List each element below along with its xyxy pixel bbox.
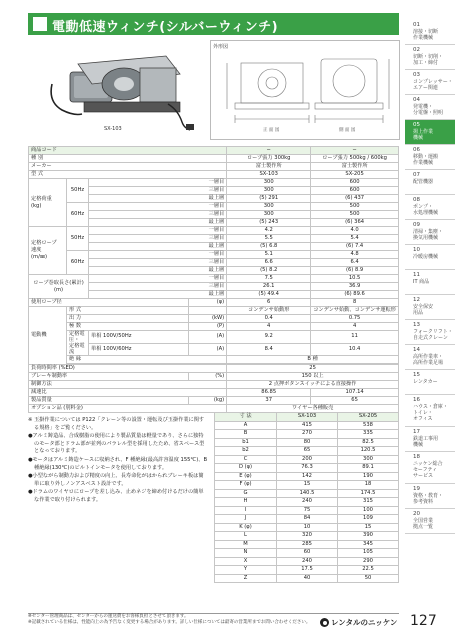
dim-value: 76.3 xyxy=(277,464,338,473)
row-label: 製品質量 xyxy=(29,397,189,405)
note-item: ●小型ながら制動力および精度の向上、長寿命化がはかられブレーキ板は簡単に取り外しノンアスベスト設計です。 xyxy=(28,473,204,487)
dim-key: E (φ) xyxy=(215,472,277,481)
table-row xyxy=(29,163,399,171)
category-sidebar xyxy=(405,20,455,534)
cell-value: (5) 8.2 xyxy=(227,267,311,275)
dim-key: M xyxy=(215,540,277,549)
sidebar-item-03[interactable] xyxy=(405,70,455,95)
tab-number: 13 xyxy=(413,322,420,328)
cell-value: 107.14 xyxy=(311,389,399,397)
tab-number: 08 xyxy=(413,197,420,203)
column-header: SX-205 xyxy=(338,413,399,422)
sidebar-item-09[interactable] xyxy=(405,220,455,245)
row-label: メーカー xyxy=(29,163,227,171)
photo-caption: SX-103 xyxy=(104,126,122,132)
note-item: ●ドラムのワイヤロにロープを差し込み、止めネジを締め付けるだけの簡単な作業で取り付けられます。 xyxy=(28,489,204,503)
row-label: 制御方法 xyxy=(29,381,227,389)
cell-value: 8.4 xyxy=(227,343,311,356)
unit-label: (P) xyxy=(189,323,227,331)
note-item: ●アルミ鋳造品、合成樹脂の使用により製品質量は軽量であり、さらに独特のモータ部とドラム部が並列のパラレル型を採用したため、省スペース型となっております。 xyxy=(28,433,205,455)
sidebar-item-17[interactable] xyxy=(405,427,455,452)
column-header: SX-103 xyxy=(277,413,338,422)
cell-value: 10.5 xyxy=(311,275,399,283)
tab-label: フォークリフト・ 自走式クレーン xyxy=(413,329,453,341)
table-row xyxy=(215,549,399,558)
cell-value: (6) 7.4 xyxy=(311,243,399,251)
cell-value: 300 xyxy=(227,179,311,187)
table-row xyxy=(215,438,399,447)
tab-label: 資格・教育・ 参考資料 xyxy=(413,493,444,505)
layer-label: 一層目 xyxy=(89,275,227,283)
cell-value: 富士製作所 xyxy=(311,163,399,171)
table-row xyxy=(215,421,399,430)
unit-label: (A) xyxy=(189,343,227,356)
tab-number: 07 xyxy=(413,172,420,178)
layer-label: 三層目 xyxy=(89,259,227,267)
unit-label: (%) xyxy=(189,373,227,381)
table-row xyxy=(29,356,399,364)
table-row xyxy=(215,464,399,473)
tab-number: 17 xyxy=(413,429,420,435)
table-row xyxy=(29,147,399,155)
dim-value: 120.5 xyxy=(338,447,399,456)
dim-value: 538 xyxy=(338,421,399,430)
table-row xyxy=(215,506,399,515)
sidebar-item-04[interactable] xyxy=(405,95,455,120)
table-row xyxy=(29,203,399,211)
sidebar-item-01[interactable] xyxy=(405,20,455,45)
cell-value: 36.9 xyxy=(311,283,399,291)
cell-value: 65 xyxy=(311,397,399,405)
dim-value: 15 xyxy=(277,481,338,490)
table-row xyxy=(215,540,399,549)
sidebar-item-02[interactable] xyxy=(405,45,455,70)
tab-label: 鉄道工事用 機械 xyxy=(413,436,439,448)
cell-value: 300 xyxy=(227,187,311,195)
tab-label: 高所作業車・ 高所作業足場 xyxy=(413,354,444,366)
cell-value: (5) 243 xyxy=(227,219,311,227)
cell-value: ロープ張力 300kg xyxy=(227,155,311,163)
tab-number: 03 xyxy=(413,72,420,78)
dim-key: Z xyxy=(215,574,277,583)
dim-value: 89.1 xyxy=(338,464,399,473)
cell-value: 150 以上 xyxy=(227,373,399,381)
dim-key: L xyxy=(215,532,277,541)
product-photo xyxy=(48,44,196,134)
row-label: 負荷時間率 (%ED) xyxy=(29,365,227,373)
dim-value: 84 xyxy=(277,515,338,524)
row-label: 定格電圧・ 定格電流 xyxy=(67,331,89,356)
dim-value: 105 xyxy=(338,549,399,558)
column-header: 寸 法 xyxy=(215,413,277,422)
cell-value: 8 xyxy=(311,299,399,307)
cell-value: 2 点押ボタンスイッチによる直接操作 xyxy=(227,381,399,389)
dim-key: K (φ) xyxy=(215,523,277,532)
tab-label: ニッケン総合 セーフティ サービス xyxy=(413,461,443,479)
sidebar-item-05-active[interactable] xyxy=(405,120,455,145)
tab-number: 20 xyxy=(413,511,420,517)
sidebar-item-15[interactable] xyxy=(405,370,455,395)
layer-label: 一層目 xyxy=(89,179,227,187)
note-item: ※ 玉掛作業については P122「クレーン等の設置・運転及び玉掛作業に関する規格」をご覧ください。 xyxy=(28,417,205,431)
tab-number: 12 xyxy=(413,297,420,303)
tab-label: 切断・切削・ 加工・締付 xyxy=(413,54,444,66)
layer-label: 最上層 xyxy=(89,267,227,275)
cell-value: (6) 89.6 xyxy=(311,291,399,299)
note-item: ●モータはアルミ鋳造ケースに収納され、F 種絶縁(最高許容温度 155℃)、B 種絶縁(130℃)のビルトインモータを使用しております。 xyxy=(28,456,208,471)
brand-mark-icon xyxy=(320,618,329,627)
hz-label: 50Hz xyxy=(67,179,89,203)
layer-label: 最上層 xyxy=(89,219,227,227)
dim-value: 60 xyxy=(277,549,338,558)
dim-key: F (φ) xyxy=(215,481,277,490)
cell-value: 300 xyxy=(227,211,311,219)
dim-key: J xyxy=(215,515,277,524)
tab-number: 11 xyxy=(413,272,420,278)
cell-value: 5.1 xyxy=(227,251,311,259)
front-view-label: 正 面 図 xyxy=(263,128,280,133)
page-title: 電動低速ウィンチ(シルバーウィンチ) xyxy=(52,20,279,35)
dim-key: A xyxy=(215,421,277,430)
sidebar-item-16[interactable] xyxy=(405,395,455,427)
footer-notes xyxy=(28,614,310,626)
cell-value: (5) 49.4 xyxy=(227,291,311,299)
layer-label: 最上層 xyxy=(89,195,227,203)
cell-value: 500 xyxy=(311,211,399,219)
sidebar-item-07[interactable] xyxy=(405,170,455,195)
hz-label: 60Hz xyxy=(67,203,89,227)
table-row xyxy=(215,489,399,498)
cell-value: ワイヤー各種販売 xyxy=(227,405,399,413)
brand-logo xyxy=(320,617,397,628)
tab-number: 18 xyxy=(413,454,420,460)
cell-value: 300 xyxy=(227,203,311,211)
dim-value: 82.5 xyxy=(338,438,399,447)
row-label: 極 数 xyxy=(67,323,189,331)
dim-value: 415 xyxy=(277,421,338,430)
table-row xyxy=(215,430,399,439)
row-label: 出 力 xyxy=(67,315,189,323)
cell-value: (6) 8.9 xyxy=(311,267,399,275)
hz-label: 60Hz xyxy=(67,251,89,275)
unit-label: (A) xyxy=(189,331,227,344)
row-group-label: ロープ巻取長さ(累計) (m) xyxy=(29,275,89,299)
dim-value: 15 xyxy=(338,523,399,532)
dim-value: 75 xyxy=(277,506,338,515)
cell-value: 37 xyxy=(227,397,311,405)
row-label: 減速比 xyxy=(29,389,227,397)
layer-label: 一層目 xyxy=(89,203,227,211)
row-group-label: 電動機 xyxy=(29,307,67,365)
tab-number: 10 xyxy=(413,247,420,253)
tab-label: 配管機器 xyxy=(413,179,434,185)
tab-label: 溶接・切断 作業機械 xyxy=(413,29,439,41)
table-row xyxy=(29,307,399,315)
table-row xyxy=(215,515,399,524)
page-header xyxy=(28,13,399,35)
table-row xyxy=(215,455,399,464)
dim-value: 190 xyxy=(338,472,399,481)
cell-value: − xyxy=(227,147,311,155)
table-row xyxy=(215,481,399,490)
dim-key: H xyxy=(215,498,277,507)
layer-label: 最上層 xyxy=(89,243,227,251)
table-row xyxy=(215,523,399,532)
cell-value: 10.4 xyxy=(311,343,399,356)
cell-value: 500 xyxy=(311,203,399,211)
dim-value: 109 xyxy=(338,515,399,524)
dim-key: D (φ) xyxy=(215,464,277,473)
row-group-label: 定格ロープ 速度 (m/㎜) xyxy=(29,227,67,275)
tab-number: 06 xyxy=(413,147,420,153)
tab-label: 揚上作業 機械 xyxy=(413,129,434,141)
cell-value: 4 xyxy=(311,323,399,331)
cell-value: 26.1 xyxy=(227,283,311,291)
layer-label: 三層目 xyxy=(89,187,227,195)
cell-value: (6) 437 xyxy=(311,195,399,203)
tab-number: 14 xyxy=(413,347,420,353)
dim-value: 50 xyxy=(338,574,399,583)
table-row xyxy=(29,323,399,331)
cell-value: 5.4 xyxy=(311,235,399,243)
tab-number: 05 xyxy=(413,122,420,128)
cell-value: 4 xyxy=(227,323,311,331)
cell-value: 7.5 xyxy=(227,275,311,283)
dim-value: 390 xyxy=(338,532,399,541)
tab-label: コンプレッサー・ エアー関連 xyxy=(413,79,453,91)
dim-value: 10 xyxy=(277,523,338,532)
cell-value: SX-103 xyxy=(227,171,311,179)
table-row xyxy=(215,566,399,575)
row-label: 使用ロープ径 xyxy=(29,299,189,307)
sidebar-item-10[interactable] xyxy=(405,245,455,270)
dim-key: I xyxy=(215,506,277,515)
sidebar-item-11[interactable] xyxy=(405,270,455,295)
tab-label: IT 商品 xyxy=(413,279,430,285)
table-row xyxy=(215,447,399,456)
dim-value: 300 xyxy=(338,455,399,464)
cell-value: 0.4 xyxy=(227,315,311,323)
cell-value: − xyxy=(311,147,399,155)
row-group-label: 定格荷重 (kg) xyxy=(29,179,67,227)
cell-value: 4.2 xyxy=(227,227,311,235)
dim-value: 285 xyxy=(277,540,338,549)
table-row xyxy=(29,315,399,323)
sidebar-item-08[interactable] xyxy=(405,195,455,220)
layer-label: 最上層 xyxy=(89,291,227,299)
dim-value: 174.5 xyxy=(338,489,399,498)
table-row xyxy=(215,498,399,507)
tab-label: 冷暖房機械 xyxy=(413,254,439,260)
row-label: 種 別 xyxy=(29,155,227,163)
tab-number: 15 xyxy=(413,372,420,378)
unit-label: (kW) xyxy=(189,315,227,323)
brand-name: レンタルのニッケン xyxy=(331,618,398,627)
cell-value: 4.0 xyxy=(311,227,399,235)
table-header-row xyxy=(215,413,399,422)
cell-value: 6.6 xyxy=(227,259,311,267)
table-row xyxy=(29,179,399,187)
cell-value: 600 xyxy=(311,187,399,195)
cell-value: 25 xyxy=(227,365,399,373)
tab-label: ハウス・倉庫・ トイレ・ オフィス xyxy=(413,404,448,422)
unit-label xyxy=(189,307,227,315)
dim-value: 65 xyxy=(277,447,338,456)
outline-drawing-svg xyxy=(211,41,399,139)
cell-value: 0.75 xyxy=(311,315,399,323)
cell-value: ロープ張力 500kg / 600kg xyxy=(311,155,399,163)
dim-value: 240 xyxy=(277,498,338,507)
cell-value: (5) 6.8 xyxy=(227,243,311,251)
sidebar-item-20[interactable] xyxy=(405,509,455,534)
cell-value: コンデンサ始動、コンデンサ運転形 xyxy=(311,307,399,315)
dim-key: B xyxy=(215,430,277,439)
cell-value: 富士製作所 xyxy=(227,163,311,171)
dim-value: 22.5 xyxy=(338,566,399,575)
layer-label: 一層目 xyxy=(89,227,227,235)
dim-value: 18 xyxy=(338,481,399,490)
row-label: ブレーキ制動率 xyxy=(29,373,189,381)
row-label: 型 式 xyxy=(29,171,227,179)
dim-value: 315 xyxy=(338,498,399,507)
table-row xyxy=(215,532,399,541)
dim-value: 240 xyxy=(277,557,338,566)
tab-label: 全国営業 拠点一覧 xyxy=(413,518,434,530)
table-row xyxy=(215,472,399,481)
row-label: 形 式 xyxy=(67,307,189,315)
dim-value: 270 xyxy=(277,430,338,439)
cell-value: 5.5 xyxy=(227,235,311,243)
table-row xyxy=(29,251,399,259)
cell-value: コンデンサ始動形 xyxy=(227,307,311,315)
table-row xyxy=(29,171,399,179)
cell-value: B 種 xyxy=(227,356,399,364)
product-notes xyxy=(28,417,208,506)
table-row xyxy=(29,155,399,163)
row-label: 単相 100V/50Hz xyxy=(89,331,189,344)
dim-value: 140.5 xyxy=(277,489,338,498)
side-view-label: 側 面 図 xyxy=(339,128,356,133)
footer-note: ※センター管理商品は、センターからの運送費をお客様負担とさせて頂きます。 xyxy=(28,614,189,619)
cell-value: 4.8 xyxy=(311,251,399,259)
dim-key: C xyxy=(215,455,277,464)
dim-value: 17.5 xyxy=(277,566,338,575)
tab-number: 19 xyxy=(413,486,420,492)
footer-note: ※記載されている仕様は、性能向上の為予告なく変更する場合があります。詳しい仕様については最寄の営業所までお問い合わせください。 xyxy=(28,620,311,625)
row-label: オプション品 (別料金) xyxy=(29,405,227,413)
spec-table xyxy=(28,146,399,413)
hz-label: 50Hz xyxy=(67,227,89,251)
dim-value: 200 xyxy=(277,455,338,464)
dim-key: b2 xyxy=(215,447,277,456)
table-row xyxy=(29,373,399,381)
tab-number: 02 xyxy=(413,47,420,53)
layer-label: 一層目 xyxy=(89,251,227,259)
sidebar-item-06[interactable] xyxy=(405,145,455,170)
sidebar-item-14[interactable] xyxy=(405,345,455,370)
sidebar-item-18[interactable] xyxy=(405,452,455,484)
cell-value: 11 xyxy=(311,331,399,344)
cell-value: 9.2 xyxy=(227,331,311,344)
dim-value: 335 xyxy=(338,430,399,439)
tab-label: 移動・運搬 作業機械 xyxy=(413,154,439,166)
sidebar-item-19[interactable] xyxy=(405,484,455,509)
tab-number: 04 xyxy=(413,97,420,103)
outline-drawing xyxy=(210,40,400,140)
dimension-table xyxy=(214,412,399,583)
table-row xyxy=(215,557,399,566)
tab-number: 09 xyxy=(413,222,420,228)
cell-value: 6 xyxy=(227,299,311,307)
cell-value: 600 xyxy=(311,179,399,187)
dim-value: 40 xyxy=(277,574,338,583)
tab-label: 清掃・集塵・ 換気用機械 xyxy=(413,229,444,241)
header-square-icon xyxy=(33,17,47,31)
layer-label: 三層目 xyxy=(89,235,227,243)
tab-label: 発電機・ 分電盤・照明 xyxy=(413,104,444,116)
table-row xyxy=(29,381,399,389)
tab-label: 安全保安 用品 xyxy=(413,304,434,316)
table-row xyxy=(29,389,399,397)
row-label: 商品コード xyxy=(29,147,227,155)
dim-key: Y xyxy=(215,566,277,575)
dim-key: G xyxy=(215,489,277,498)
dim-value: 80 xyxy=(277,438,338,447)
cell-value: 86.85 xyxy=(227,389,311,397)
dim-value: 142 xyxy=(277,472,338,481)
dim-key: N xyxy=(215,549,277,558)
tab-label: ポンプ・ 水処理機械 xyxy=(413,204,439,216)
dim-value: 345 xyxy=(338,540,399,549)
table-row xyxy=(215,574,399,583)
tab-number: 16 xyxy=(413,397,420,403)
table-row xyxy=(29,365,399,373)
sidebar-item-13[interactable] xyxy=(405,320,455,345)
cell-value: SX-205 xyxy=(311,171,399,179)
table-row xyxy=(29,331,399,344)
sidebar-item-12[interactable] xyxy=(405,295,455,320)
row-label: 単相 100V/60Hz xyxy=(89,343,189,356)
table-row xyxy=(29,299,399,307)
dim-value: 320 xyxy=(277,532,338,541)
drawing-caption: 外形図 xyxy=(213,44,229,50)
table-row xyxy=(29,397,399,405)
unit-label: (kg) xyxy=(189,397,227,405)
tab-number: 01 xyxy=(413,22,420,28)
dim-value: 100 xyxy=(338,506,399,515)
layer-label: 三層目 xyxy=(89,283,227,291)
unit-label: (φ) xyxy=(189,299,227,307)
dim-key: b1 xyxy=(215,438,277,447)
table-row xyxy=(29,275,399,283)
tab-label: レンタカー xyxy=(413,379,438,385)
table-row xyxy=(29,227,399,235)
cell-value: (6) 364 xyxy=(311,219,399,227)
cell-value: 6.4 xyxy=(311,259,399,267)
dim-value: 290 xyxy=(338,557,399,566)
dim-key: X xyxy=(215,557,277,566)
cell-value: (5) 291 xyxy=(227,195,311,203)
row-label: 絶 縁 xyxy=(67,356,227,364)
layer-label: 三層目 xyxy=(89,211,227,219)
page-number: 127 xyxy=(410,613,437,629)
